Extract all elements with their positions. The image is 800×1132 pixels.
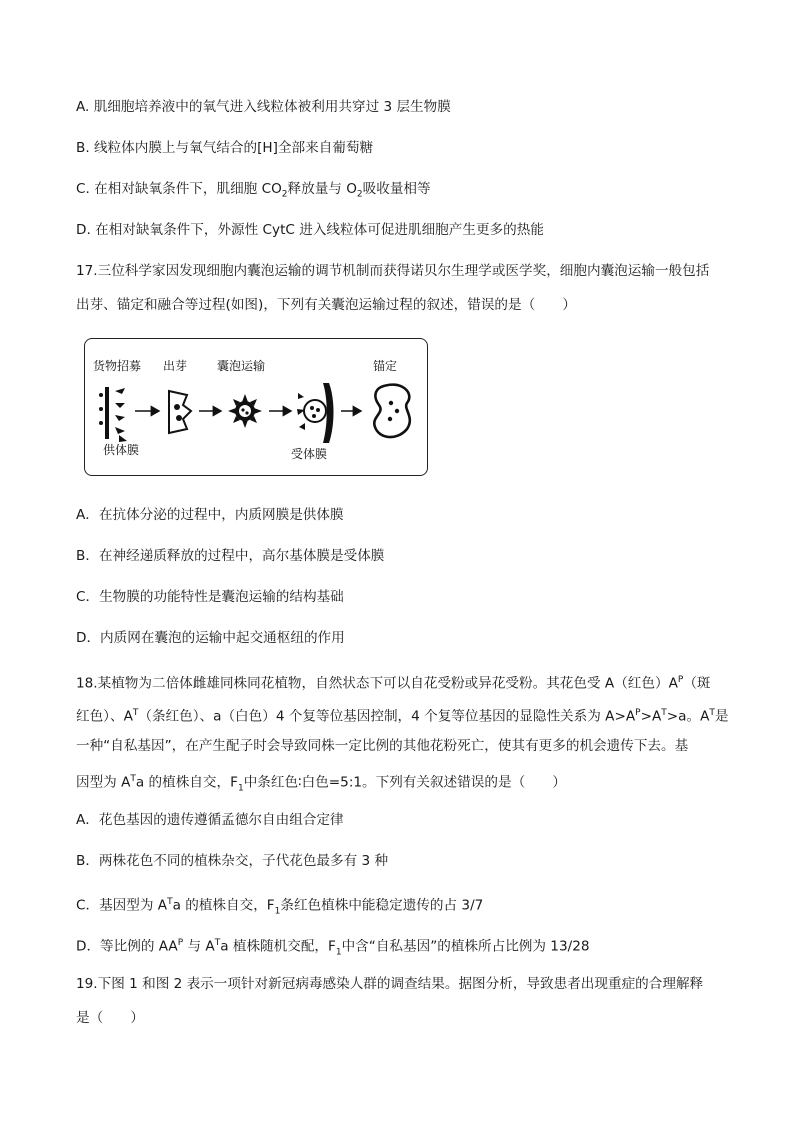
vesicle-transport-diagram xyxy=(84,338,428,476)
label-anchoring: 锚定 xyxy=(373,359,398,373)
label-vesicle-transport: 囊泡运输 xyxy=(217,359,266,373)
q17-option-b: B．在神经递质释放的过程中，高尔基体膜是受体膜 xyxy=(76,548,385,564)
label-cargo-recruitment: 货物招募 xyxy=(93,359,142,373)
q17-option-c: C．生物膜的功能特性是囊泡运输的结构基础 xyxy=(76,589,344,605)
docking-vesicle-shape xyxy=(297,383,334,443)
q17-option-a: A．在抗体分泌的过程中，内质网膜是供体膜 xyxy=(76,507,344,523)
q16-option-b: B. 线粒体内膜上与氧气结合的[H]全部来自葡萄糖 xyxy=(76,140,374,156)
transport-vesicle-shape xyxy=(228,394,262,428)
q16-option-c: C. 在相对缺氧条件下，肌细胞 $CO_2$释放量与 $O_2$吸收量相等 xyxy=(76,181,431,200)
q18-option-b: B．两株花色不同的植株杂交，子代花色最多有 3 种 xyxy=(76,853,389,869)
label-budding: 出芽 xyxy=(163,359,188,373)
q18-stem-line3: 一种“自私基因”，在产生配子时会导致同株一定比例的其他花粉死亡，使其有更多的机会遗传下去。基 xyxy=(76,738,689,754)
vesicle-transport-drawing xyxy=(85,339,427,475)
label-acceptor-membrane: 受体膜 xyxy=(291,447,328,461)
q18-stem-line2: 红色）、$A^T$（条红色）、a（白色）4 个复等位基因控制，4 个复等位基因的显隐性关系为 $A>A^P>A^T>a$。$A^T$是 xyxy=(76,708,729,725)
q16-option-a: A. 肌细胞培养液中的氧气进入线粒体被利用共穿过 3 层生物膜 xyxy=(76,99,451,115)
label-donor-membrane: 供体膜 xyxy=(103,443,140,457)
q18-stem-line4: 因型为 $A^Ta$ 的植株自交，$F_1$中条红色∶白色=5:1。下列有关叙述错误的是（ ） xyxy=(76,774,566,794)
budding-shape xyxy=(169,391,191,433)
q17-stem-line2: 出芽、锚定和融合等过程(如图)，下列有关囊泡运输过程的叙述，错误的是（ ） xyxy=(76,297,576,313)
q16-option-d: D. 在相对缺氧条件下，外源性 CytC 进入线粒体可促进肌细胞产生更多的热能 xyxy=(76,222,544,238)
q17-stem-line1: 17.三位科学家因发现细胞内囊泡运输的调节机制而获得诺贝尔生理学或医学奖，细胞内囊泡运输一般包括 xyxy=(76,263,710,279)
q19-stem-line2: 是（ ） xyxy=(76,1010,144,1026)
q18-stem-line1: 18.某植物为二倍体雌雄同株同花植物，自然状态下可以自花受粉或异花受粉。其花色受 A（红色）$A^P$（斑 xyxy=(76,675,711,692)
q18-option-c: C．基因型为 $A^Ta$ 的植株自交，$F_1$条红色植株中能稳定遗传的占 3/7 xyxy=(76,897,484,917)
anchored-vesicle-shape xyxy=(374,385,410,437)
q18-option-d: D．等比例的 $AA^P$ 与 $A^Ta$ 植株随机交配，$F_1$中含“自私基因”的植株所占比例为 13/28 xyxy=(76,938,590,958)
donor-membrane-shape xyxy=(99,387,127,442)
q17-option-d: D．内质网在囊泡的运输中起交通枢纽的作用 xyxy=(76,630,345,646)
q18-option-a: A．花色基因的遗传遵循孟德尔自由组合定律 xyxy=(76,812,344,828)
q19-stem-line1: 19.下图 1 和图 2 表示一项针对新冠病毒感染人群的调查结果。据图分析，导致患者出现重症的合理解释 xyxy=(76,976,704,992)
